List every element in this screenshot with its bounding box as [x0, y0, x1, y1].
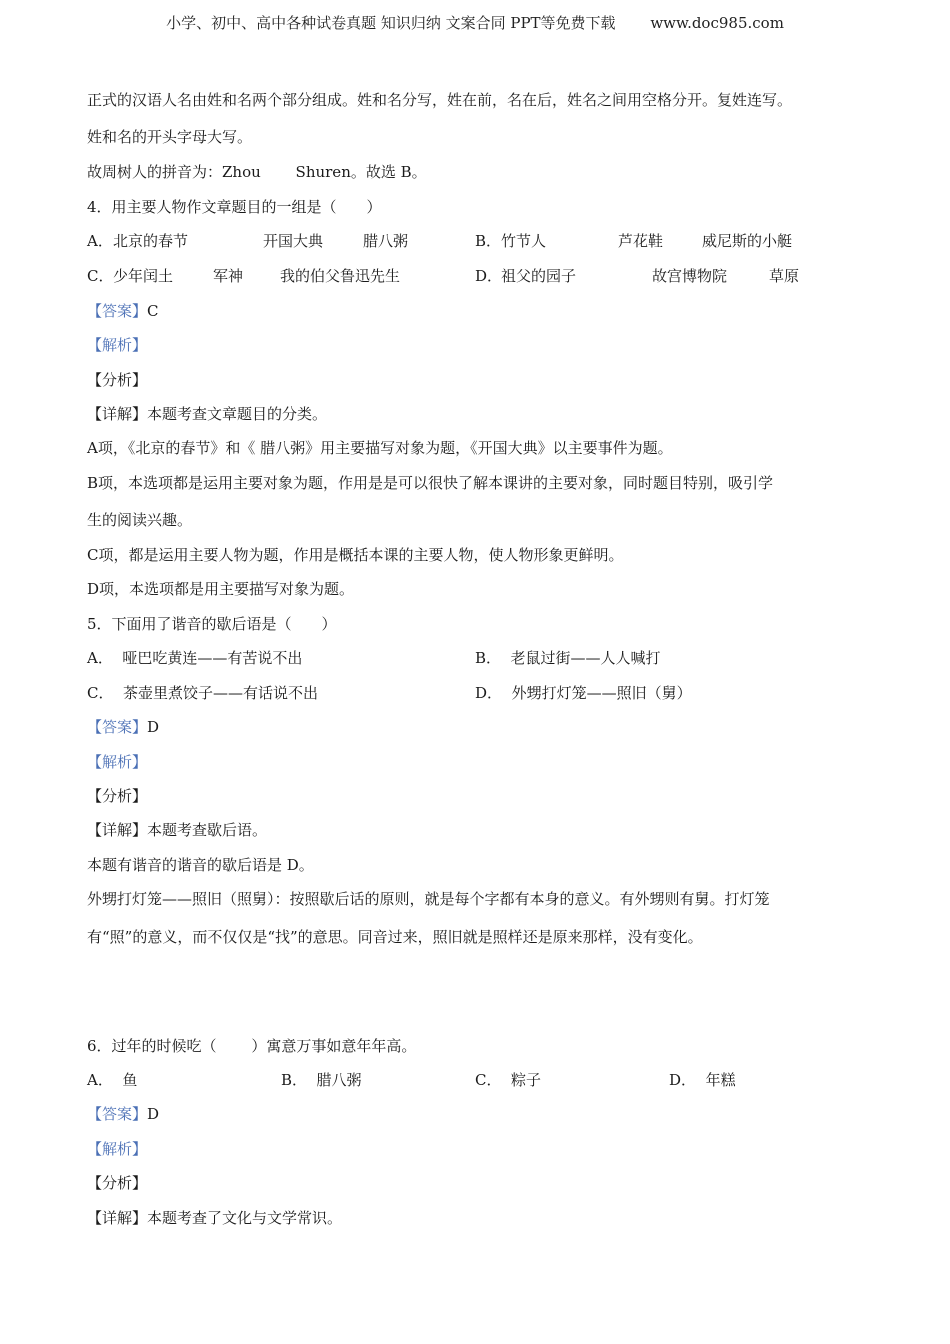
q4-option-b-1: 竹节人: [501, 232, 547, 250]
q6-stem: 6．过年的时候吃（ ）寓意万事如意年年高。: [87, 1037, 417, 1055]
q6-xiangjie: 【详解】本题考查了文化与文学常识。: [87, 1209, 343, 1227]
q4-option-d-3: 草原: [769, 267, 800, 285]
q4-option-b-label: B．: [475, 232, 502, 250]
q5-stem: 5．下面用了谐音的歇后语是（ ）: [87, 615, 337, 633]
q4-answer-tag: 【答案】: [87, 302, 148, 320]
q5-explain-2: 外甥打灯笼——照旧（照舅）：按照歇后话的原则，就是每个字都有本身的意义。有外甥则有舅。打灯笼: [87, 890, 770, 908]
q6-answer-value: D: [147, 1105, 160, 1123]
q6-option-a: A． 鱼: [87, 1071, 138, 1089]
q5-option-a: A． 哑巴吃黄连——有苦说不出: [87, 649, 303, 667]
q4-option-c-2: 军神: [213, 267, 244, 285]
q5-xiangjie: 【详解】本题考查歇后语。: [87, 821, 268, 839]
q6-answer: [87, 1104, 159, 1124]
q4-option-c-1: 少年闰土: [113, 267, 174, 285]
q5-fenxi: 【分析】: [87, 787, 148, 805]
q4-option-a-1: 北京的春节: [113, 232, 189, 250]
q6-answer-tag: 【答案】: [87, 1105, 148, 1123]
q5-explain-3: 有“照”的意义，而不仅仅是“找”的意思。同音过来，照旧就是照样还是原来那样，没有变化。: [87, 928, 703, 946]
q6-jiexi: 【解析】: [87, 1140, 148, 1158]
q6-option-b: B． 腊八粥: [281, 1071, 362, 1089]
q4-explain-d: D项，本选项都是用主要描写对象为题。: [87, 580, 355, 598]
q4-explain-b-cont: 生的阅读兴趣。: [87, 511, 193, 529]
q5-answer: [87, 717, 159, 737]
q5-explain-1: 本题有谐音的谐音的歇后语是 D。: [87, 856, 314, 874]
q5-option-d: D． 外甥打灯笼——照旧（舅）: [475, 684, 692, 702]
q4-option-b-2: 芦花鞋: [618, 232, 664, 250]
q4-option-c-3: 我的伯父鲁迅先生: [280, 267, 401, 285]
q4-option-a-3: 腊八粥: [363, 232, 409, 250]
q4-option-d-label: D．: [475, 267, 503, 285]
q5-jiexi: 【解析】: [87, 753, 148, 771]
intro-line-3: 故周树人的拼音为：Zhou Shuren。故选 B。: [87, 163, 427, 181]
q4-option-a-2: 开国大典: [263, 232, 324, 250]
q4-option-c-label: C．: [87, 267, 114, 285]
q4-jiexi: 【解析】: [87, 336, 148, 354]
page-header: 小学、初中、高中各种试卷真题 知识归纳 文案合同 PPT等免费下载 www.doc985.com: [166, 14, 784, 32]
q4-fenxi: 【分析】: [87, 371, 148, 389]
q4-option-d-2: 故宫博物院: [652, 267, 728, 285]
intro-line-1: 正式的汉语人名由姓和名两个部分组成。姓和名分写，姓在前，名在后，姓名之间用空格分开。复姓连写。: [87, 91, 793, 109]
q4-option-d-1: 祖父的园子: [501, 267, 577, 285]
q5-answer-tag: 【答案】: [87, 718, 148, 736]
q5-option-b: B． 老鼠过街——人人喊打: [475, 649, 661, 667]
q4-option-a-label: A．: [87, 232, 113, 250]
intro-line-2: 姓和名的开头字母大写。: [87, 128, 253, 146]
q4-answer-value: C: [147, 302, 159, 320]
q6-option-c: C． 粽子: [475, 1071, 542, 1089]
q4-explain-b: B项，本选项都是运用主要对象为题，作用是是可以很快了解本课讲的主要对象，同时题目特别，吸引学: [87, 474, 774, 492]
q4-stem: 4．用主要人物作文章题目的一组是（ ）: [87, 198, 382, 216]
q4-explain-a: A项，《北京的春节》和《 腊八粥》用主要描写对象为题，《开国大典》以主要事件为题。: [87, 439, 673, 457]
q4-answer: [87, 301, 159, 321]
q4-option-b-3: 威尼斯的小艇: [702, 232, 793, 250]
q4-explain-c: C项，都是运用主要人物为题，作用是概括本课的主要人物，使人物形象更鲜明。: [87, 546, 624, 564]
q5-option-c: C． 茶壶里煮饺子——有话说不出: [87, 684, 319, 702]
q6-option-d: D． 年糕: [669, 1071, 736, 1089]
q6-fenxi: 【分析】: [87, 1174, 148, 1192]
q5-answer-value: D: [147, 718, 160, 736]
q4-xiangjie: 【详解】本题考查文章题目的分类。: [87, 405, 328, 423]
